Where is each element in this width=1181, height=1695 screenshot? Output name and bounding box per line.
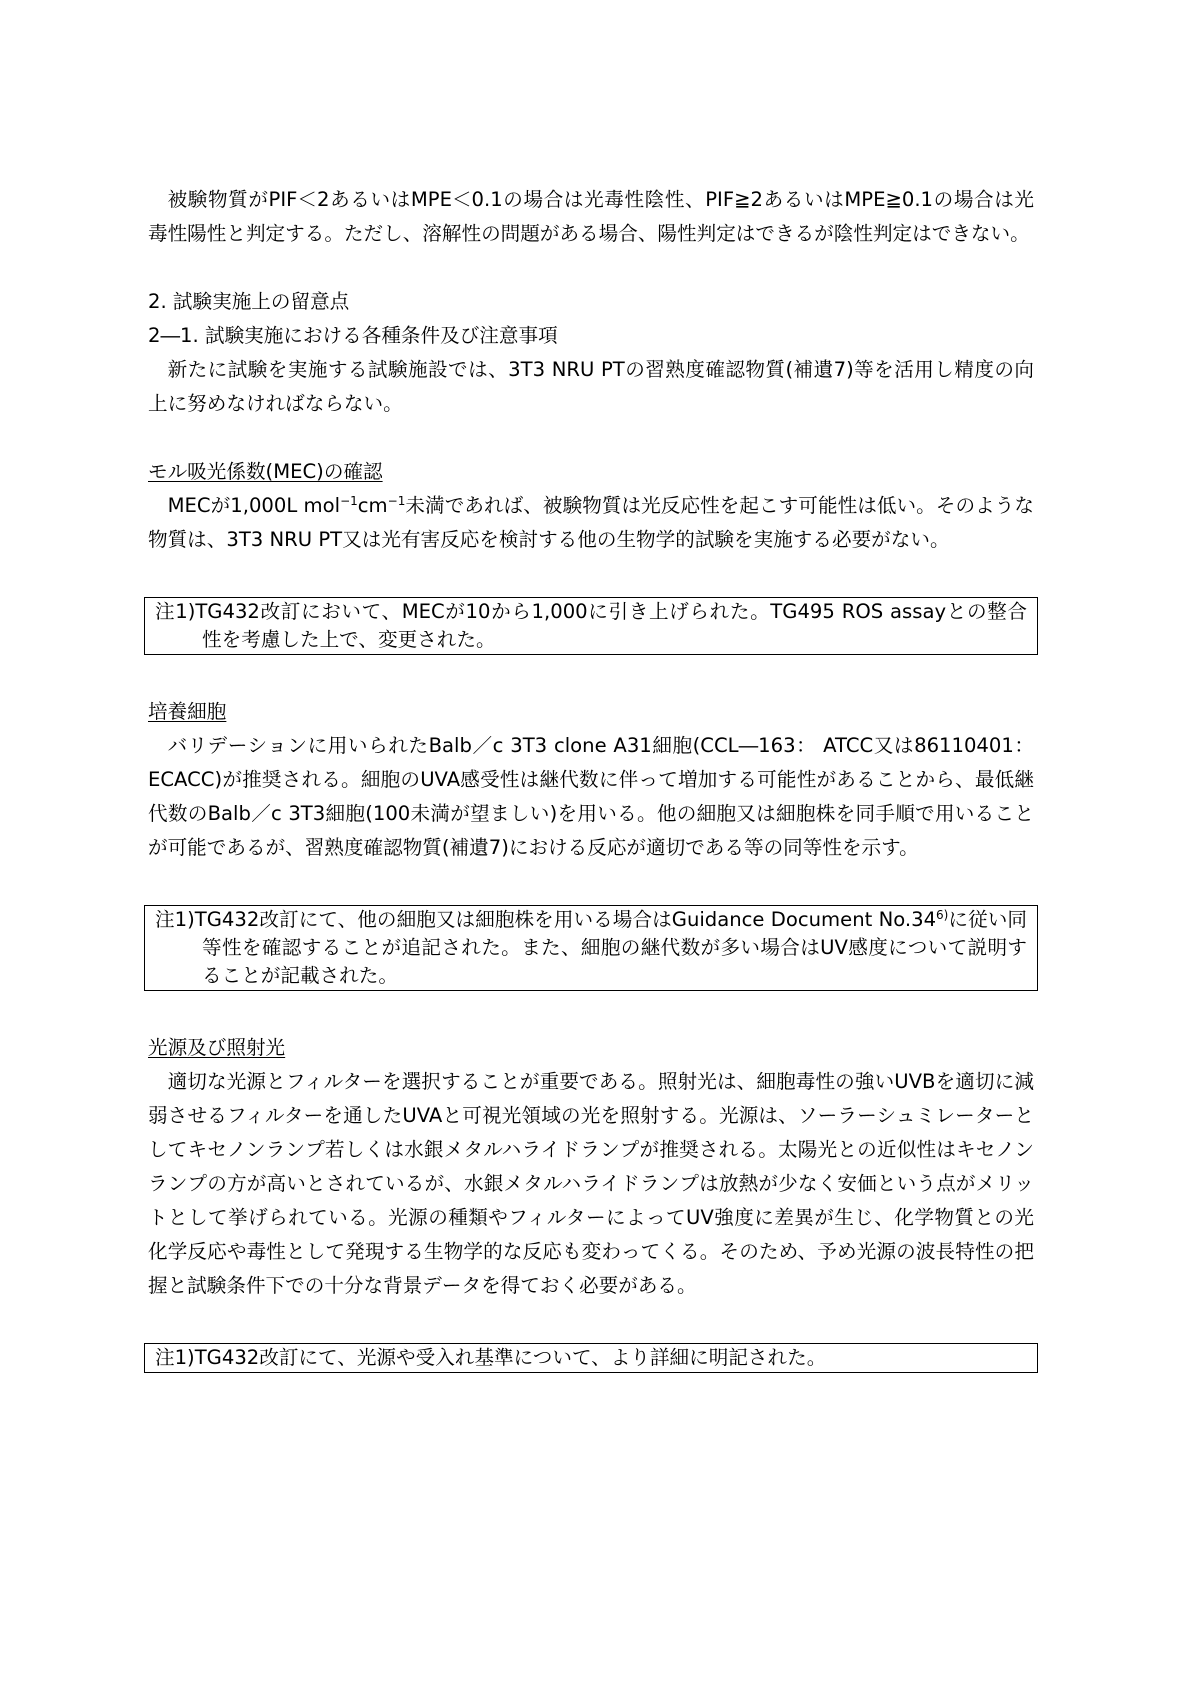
subsection-heading: 2―1. 試験実施における各種条件及び注意事項 — [148, 324, 558, 347]
note-text: 注1)TG432改訂にて、他の細胞又は細胞株を用いる場合はGuidance Document No.34$^{6)}$に従い同等性を確認することが追記された。また、細胞の継代数が多い場合はUV感度について説明することが記載された。 — [155, 908, 1027, 987]
section-heading: 2. 試験実施上の留意点 — [148, 290, 350, 313]
mec-paragraph: MECが1,000L $mol^{-1}cm^{-1}$未満であれば、被験物質は光反応性を起こす可能性は低い。そのような物質は、3T3 NRU PT又は光有害反応を検討する他の生物学的試験を実施する必要がない。 — [148, 494, 1035, 551]
note-box — [144, 597, 1038, 655]
superscript: 6) — [936, 908, 949, 922]
note-text: 注1)TG432改訂にて、光源や受入れ基準について、より詳細に明記された。 — [155, 1346, 827, 1369]
light-heading: 光源及び照射光 — [148, 1036, 286, 1059]
mec-heading: モル吸光係数(MEC)の確認 — [148, 460, 383, 483]
note-box — [144, 1343, 1038, 1373]
cells-heading: 培養細胞 — [148, 700, 227, 723]
note-text: 注1)TG432改訂において、MECが10から1,000に引き上げられた。TG495 ROS assayとの整合性を考慮した上で、変更された。 — [155, 600, 1027, 651]
superscript: −1 — [387, 494, 406, 508]
superscript: −1 — [340, 494, 358, 508]
light-paragraph: 適切な光源とフィルターを選択することが重要である。照射光は、細胞毒性の強いUVBを適切に減弱させるフィルターを通したUVAと可視光領域の光を照射する。光源は、ソーラーシュミレーターとしてキセノンランプ若しくは水銀メタルハライドランプが推奨される。太陽光との近似性はキセノンランプの方が高いとされているが、水銀メタルハライドランプは放熱が少なく安価という点がメリットとして挙げられている。光源の種類やフィルターによってUV強度に差異が生じ、化学物質との光化学反応や毒性として発現する生物学的な反応も変わってくる。そのため、予め光源の波長特性の把握と試験条件下での十分な背景データを得ておく必要がある。 — [148, 1070, 1034, 1297]
section-paragraph: 新たに試験を実施する試験施設では、3T3 NRU PTの習熟度確認物質(補遺7)等を活用し精度の向上に努めなければならない。 — [148, 358, 1034, 415]
intro-paragraph: 被験物質がPIF＜2あるいはMPE＜0.1の場合は光毒性陰性、PIF≧2あるいはMPE≧0.1の場合は光毒性陽性と判定する。ただし、溶解性の問題がある場合、陽性判定はできるが陰性判定はできない。 — [148, 188, 1034, 245]
note-box — [144, 905, 1038, 991]
document-page — [148, 183, 1034, 1373]
cells-paragraph: バリデーションに用いられたBalb／c 3T3 clone A31細胞(CCL―163： ATCC又は86110401： ECACC)が推奨される。細胞のUVA感受性は継代数に伴って増加する可能性があることから、最低継代数のBalb／c 3T3細胞(100未満が望ましい)を用いる。他の細胞又は細胞株を同手順で用いることが可能であるが、習熟度確認物質(補遺7)における反応が適切である等の同等性を示す。 — [148, 734, 1034, 859]
